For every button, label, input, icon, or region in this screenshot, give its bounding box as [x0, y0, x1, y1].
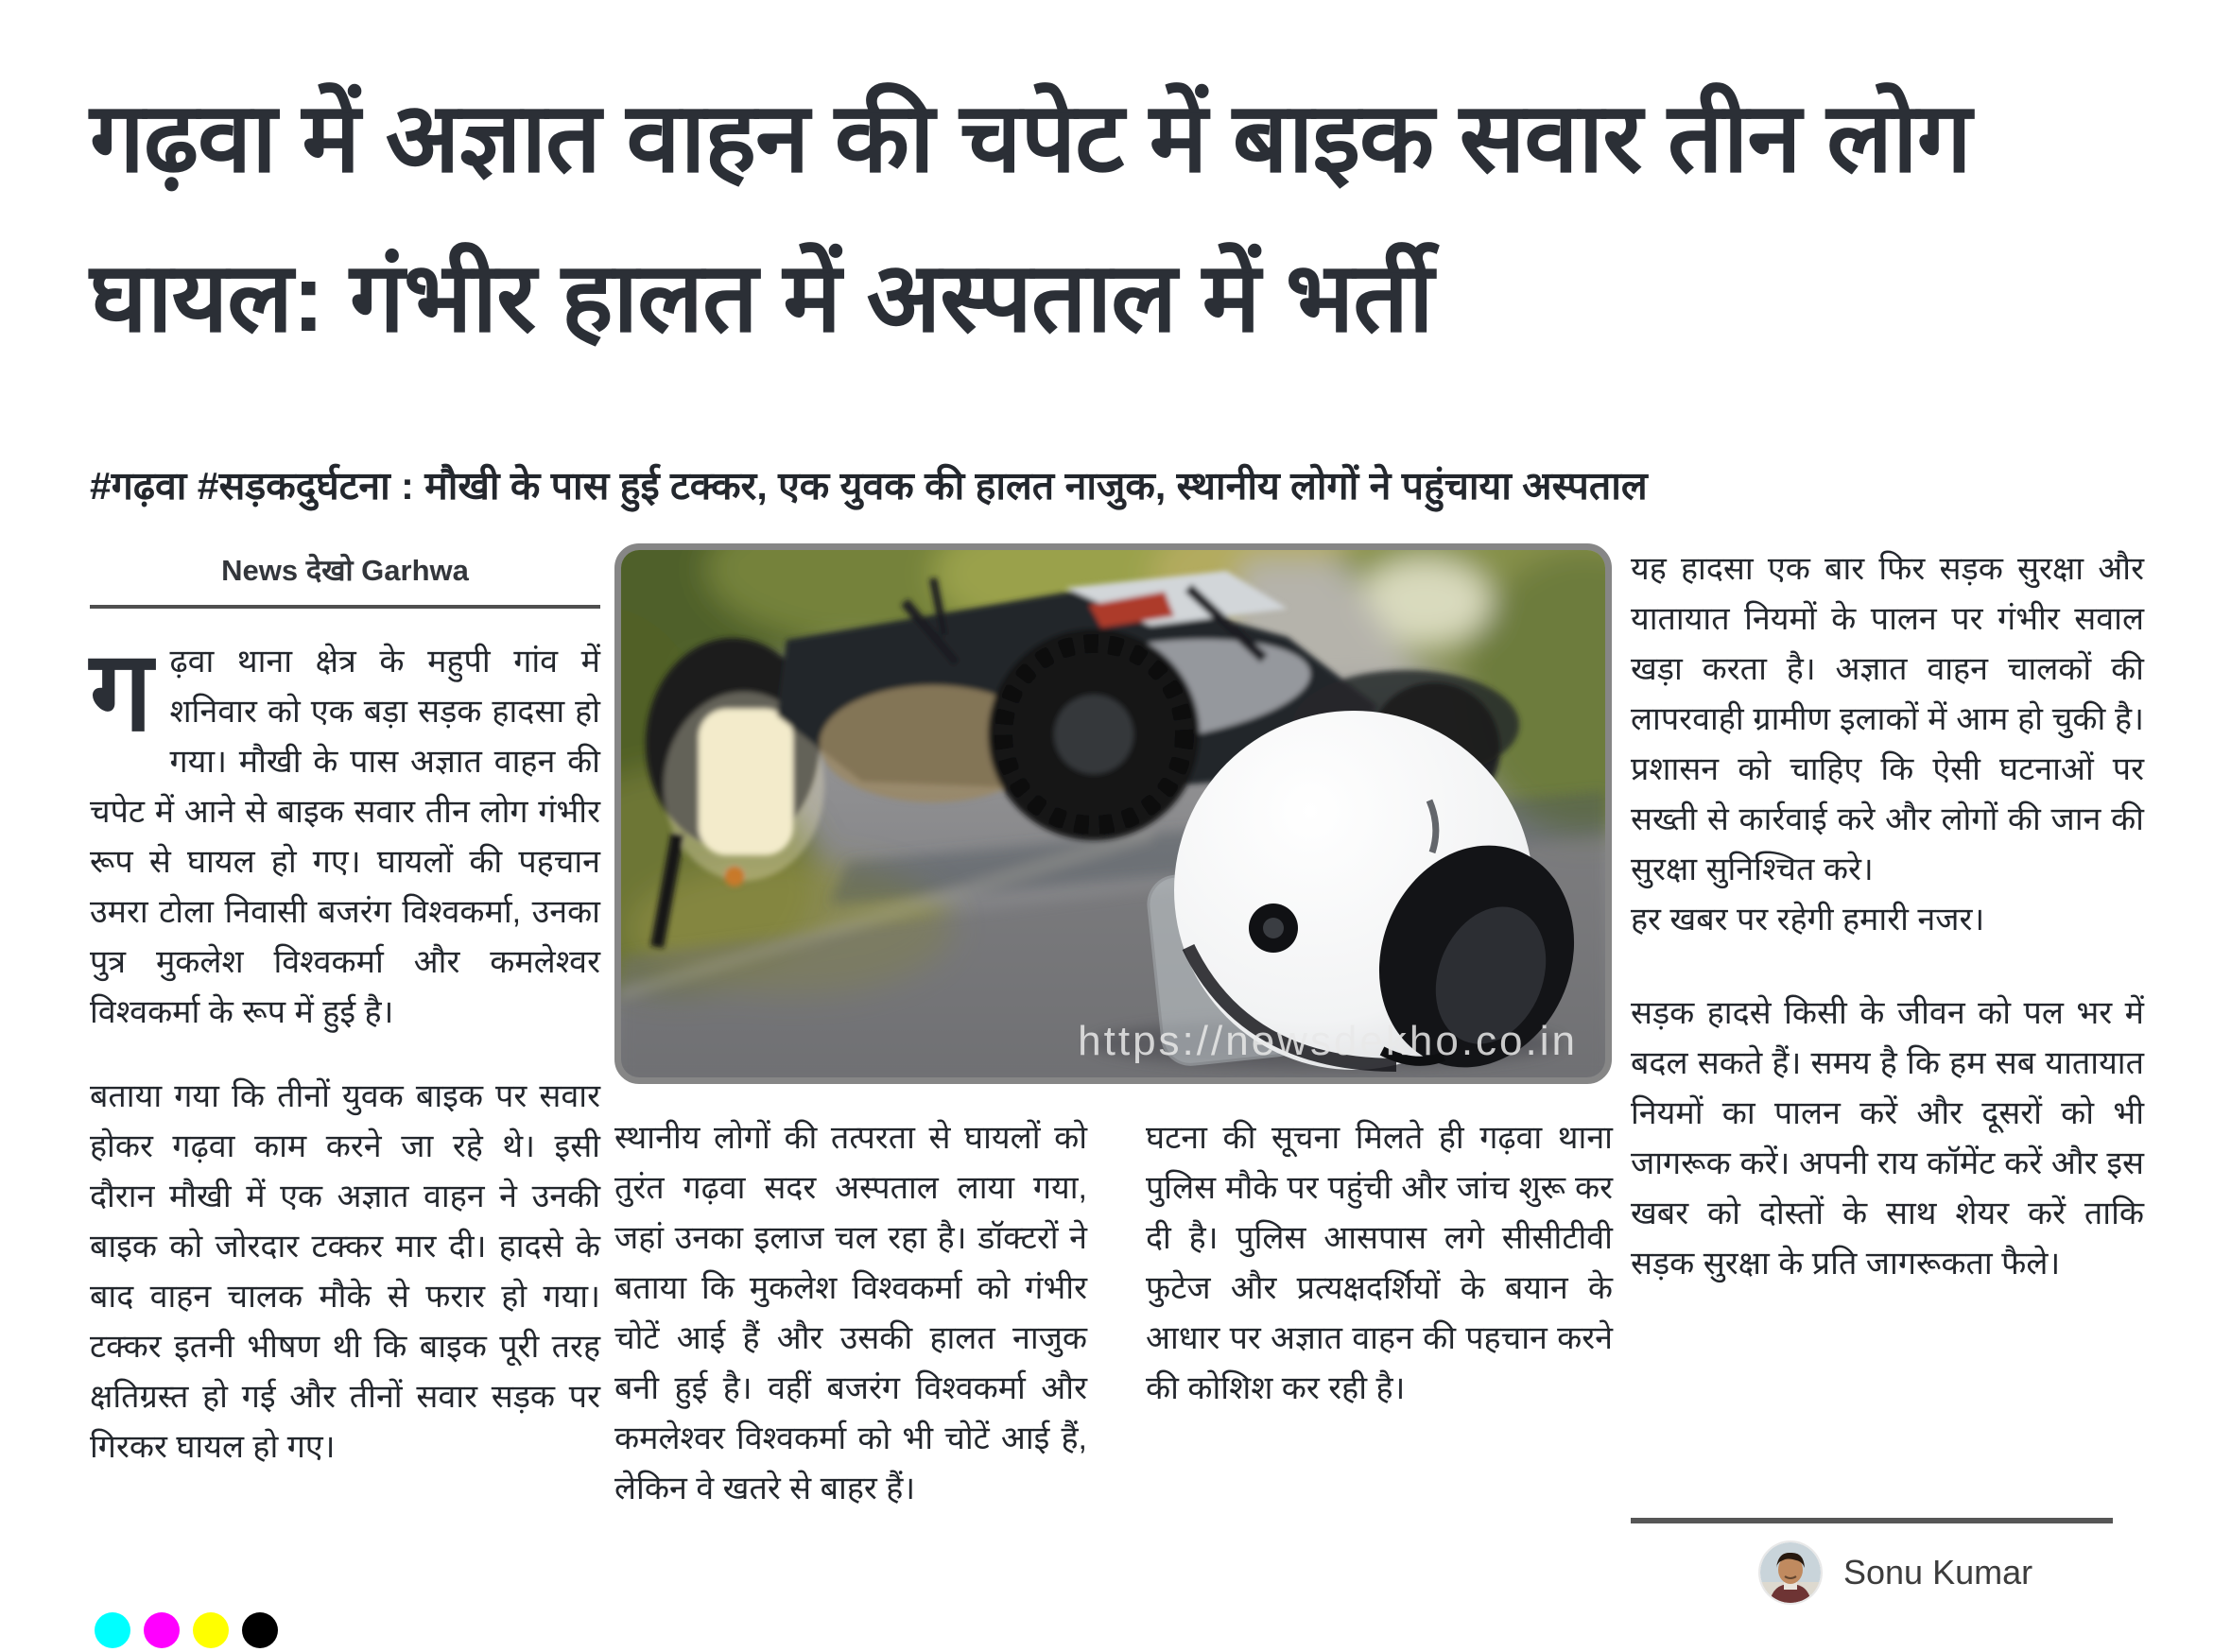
author-divider	[1631, 1518, 2113, 1523]
lead-text: ढ़वा थाना क्षेत्र के महुपी गांव में शनिवार को एक बड़ा सड़क हादसा हो गया। मौखी के पास अज्ञात वाहन की चपेट में आने से बाइक सवार तीन लोग गंभीर रूप से घायल हो गए। घायलों की पहचान उमरा टोला निवासी बजरंग विश्वकर्मा, उनका पुत्र मुकलेश विश्वकर्मा और कमलेश्वर विश्वकर्मा के रूप में हुई है।	[90, 644, 600, 1031]
print-mark-magenta	[144, 1612, 180, 1648]
headline: गढ़वा में अज्ञात वाहन की चपेट में बाइक सवार तीन लोग घायल: गंभीर हालत में अस्पताल में भर्ती	[90, 83, 1971, 352]
cmyk-print-marks	[95, 1612, 278, 1648]
right-tagline: हर खबर पर रहेगी हमारी नजर।	[1631, 902, 1985, 938]
right-paragraph-1: यह हादसा एक बार फिर सड़क सुरक्षा और यातायात नियमों के पालन पर गंभीर सवाल खड़ा करता है। अज्ञात वाहन चालकों की लापरवाही ग्रामीण इलाकों में आम हो चुकी है। प्रशासन को चाहिए कि ऐसी घटनाओं पर सख्ती से कार्रवाई करे और लोगों की जान की सुरक्षा सुनिश्चित करे।	[1631, 551, 2144, 888]
center-column-1	[614, 1113, 1087, 1514]
print-mark-black	[242, 1612, 278, 1648]
author-avatar-image	[1760, 1542, 1821, 1603]
accident-photo	[614, 543, 1612, 1084]
print-mark-cyan	[95, 1612, 130, 1648]
right-paragraph-2: सड़क हादसे किसी के जीवन को पल भर में बदल सकते हैं। समय है कि हम सब यातायात नियमों का पालन करें और दूसरों को भी जागरूक करें। अपनी राय कॉमेंट करें और इस खबर को दोस्तों के साथ शेयर करें ताकि सड़क सुरक्षा के प्रति जागरूकता फैले।	[1631, 995, 2144, 1282]
masthead-brand: News देखो Garhwa	[221, 554, 469, 587]
masthead-rule	[90, 605, 600, 609]
author-byline	[1760, 1542, 2032, 1603]
center-column-2	[1146, 1113, 1613, 1414]
center-paragraph-1: स्थानीय लोगों की तत्परता से घायलों को तुरंत गढ़वा सदर अस्पताल लाया गया, जहां उनका इलाज चल रहा है। डॉक्टरों ने बताया कि मुकलेश विश्वकर्मा को गंभीर चोटें आई हैं और उसकी हालत नाजुक बनी हुई है। वहीं बजरंग विश्वकर्मा और कमलेश्वर विश्वकर्मा को भी चोटें आई हैं, लेकिन वे खतरे से बाहर हैं।	[614, 1120, 1087, 1507]
photo-watermark: https://newsdekho.co.in	[1078, 1018, 1578, 1064]
print-mark-yellow	[193, 1612, 229, 1648]
accident-photo-scene	[621, 550, 1605, 1077]
right-column	[1631, 544, 2144, 1289]
left-column	[90, 550, 600, 1473]
left-paragraph-2: बताया गया कि तीनों युवक बाइक पर सवार होकर गढ़वा काम करने जा रहे थे। इसी दौरान मौखी में एक अज्ञात वाहन ने उनकी बाइक को जोरदार टक्कर मार दी। हादसे के बाद वाहन चालक मौके से फरार हो गया। टक्कर इतनी भीषण थी कि बाइक पूरी तरह क्षतिग्रस्त हो गई और तीनों सवार सड़क पर गिरकर घायल हो गए।	[90, 1078, 600, 1466]
lead-paragraph	[90, 629, 600, 1038]
author-name: Sonu Kumar	[1843, 1553, 2033, 1592]
author-avatar	[1760, 1542, 1821, 1603]
drop-cap: ग	[90, 629, 153, 754]
subheadline: #गढ़वा #सड़कदुर्घटना : मौखी के पास हुई टक्कर, एक युवक की हालत नाजुक, स्थानीय लोगों ने पहुंचाया अस्पताल	[90, 464, 1648, 508]
center-paragraph-2: घटना की सूचना मिलते ही गढ़वा थाना पुलिस मौके पर पहुंची और जांच शुरू कर दी है। पुलिस आसपास लगे सीसीटीवी फुटेज और प्रत्यक्षदर्शियों के बयान के आधार पर अज्ञात वाहन की पहचान करने की कोशिश कर रही है।	[1146, 1120, 1613, 1407]
